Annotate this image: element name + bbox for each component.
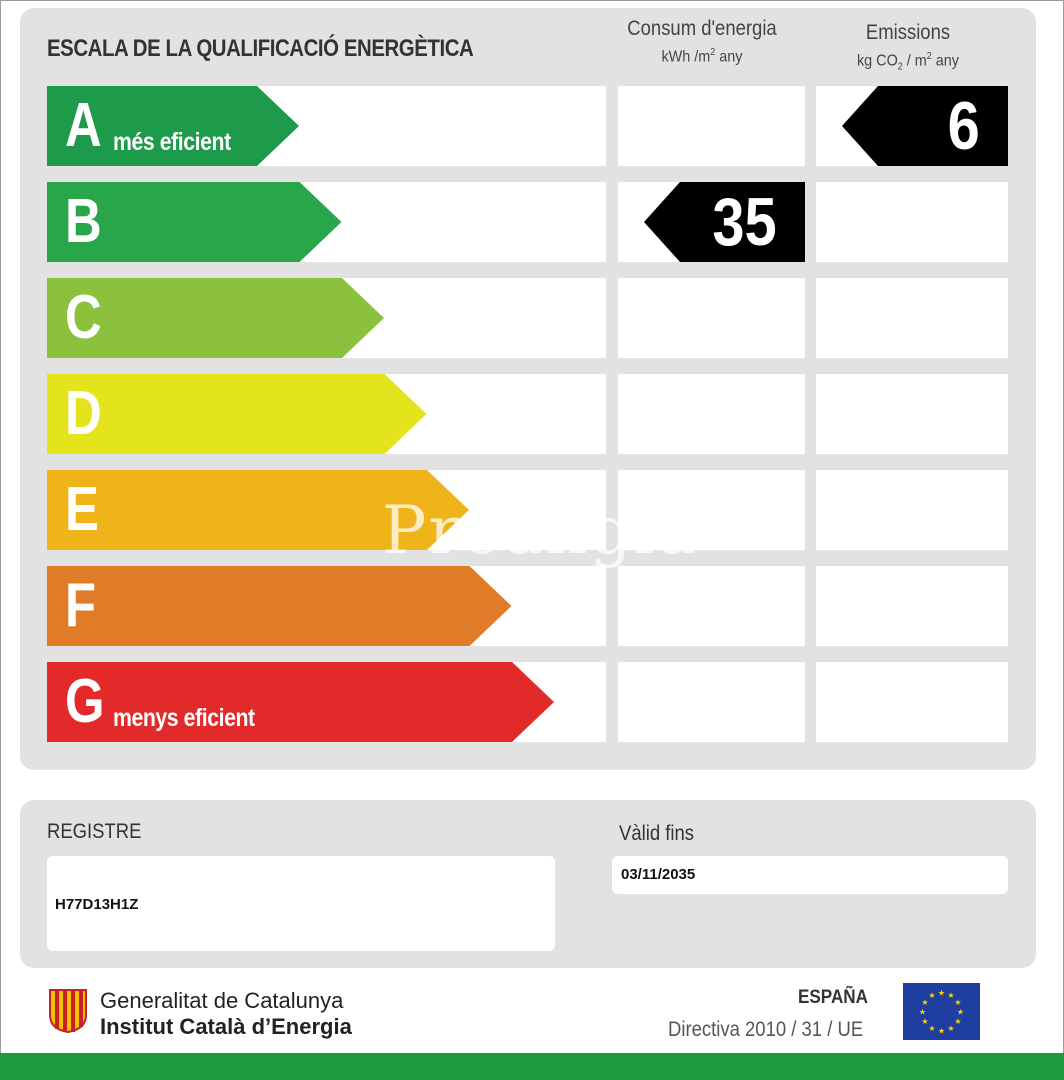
emissions-unit: kg $CO_2 / m^2$ any: [856, 51, 960, 73]
emissions-cell: [816, 182, 1008, 262]
class-letter: G: [65, 667, 105, 736]
class-letter: E: [65, 475, 99, 544]
consumption-rating-value: 35: [712, 184, 777, 260]
class-arrow-c: [47, 278, 384, 358]
svg-text:★: ★: [921, 1017, 929, 1026]
svg-text:★: ★: [954, 1017, 962, 1026]
generalitat-logo-icon: [47, 987, 89, 1033]
class-arrow-b: [47, 182, 342, 262]
emissions-cell: [816, 566, 1008, 646]
class-letter: C: [65, 283, 102, 352]
class-arrow-a: [47, 86, 299, 166]
registre-value: H77D13H1Z: [55, 896, 139, 913]
consumption-rating-marker: [644, 182, 805, 262]
class-caption: més eficient: [113, 128, 231, 156]
class-letter: D: [65, 379, 102, 448]
consumption-cell: [618, 662, 805, 742]
emissions-rating-value: 6: [947, 88, 980, 164]
consumption-cell: [618, 374, 805, 454]
consumption-title: Consum d'energia: [627, 17, 777, 40]
valid-label: Vàlid fins: [619, 822, 694, 845]
emissions-cell: [816, 278, 1008, 358]
svg-text:★: ★: [921, 998, 929, 1007]
class-caption: menys eficient: [113, 704, 255, 732]
emissions-cell: [816, 662, 1008, 742]
class-arrow-f: [47, 566, 512, 646]
emissions-rating-marker: [842, 86, 1008, 166]
eu-flag-icon: [903, 983, 980, 1040]
consumption-cell: [618, 278, 805, 358]
svg-text:★: ★: [937, 988, 946, 998]
country-label: ESPAÑA: [798, 987, 869, 1008]
class-arrow-g: [47, 662, 554, 742]
consumption-header: [612, 17, 792, 66]
watermark: Proangia: [382, 492, 699, 569]
class-arrow-d: [47, 374, 427, 454]
emissions-header: [818, 21, 998, 73]
svg-text:★: ★: [956, 1007, 965, 1017]
valid-value: 03/11/2035: [621, 866, 696, 883]
directive-label: Directiva 2010 / 31 / UE: [668, 1018, 864, 1041]
class-letter: B: [65, 187, 102, 256]
org-name-line2: Institut Català d’Energia: [100, 1014, 352, 1039]
consumption-cell: [618, 86, 805, 166]
scale-title: ESCALA DE LA QUALIFICACIÓ ENERGÈTICA: [47, 35, 474, 62]
svg-text:★: ★: [947, 991, 955, 1000]
svg-text:★: ★: [928, 991, 936, 1000]
svg-text:★: ★: [947, 1024, 955, 1033]
svg-text:★: ★: [918, 1007, 927, 1017]
class-letter: F: [65, 571, 97, 640]
footer-brand-bar: [0, 1053, 1064, 1080]
emissions-cell: [816, 470, 1008, 550]
svg-text:★: ★: [928, 1024, 936, 1033]
registre-label: REGISTRE: [47, 820, 142, 843]
class-letter: A: [65, 91, 102, 160]
emissions-title: Emissions: [865, 21, 951, 44]
org-name-line1: Generalitat de Catalunya: [100, 988, 344, 1013]
consumption-unit: kWh $/m^2$ any: [661, 47, 743, 66]
emissions-cell: [816, 374, 1008, 454]
svg-text:★: ★: [937, 1026, 946, 1036]
consumption-cell: [618, 566, 805, 646]
svg-text:★: ★: [954, 998, 962, 1007]
